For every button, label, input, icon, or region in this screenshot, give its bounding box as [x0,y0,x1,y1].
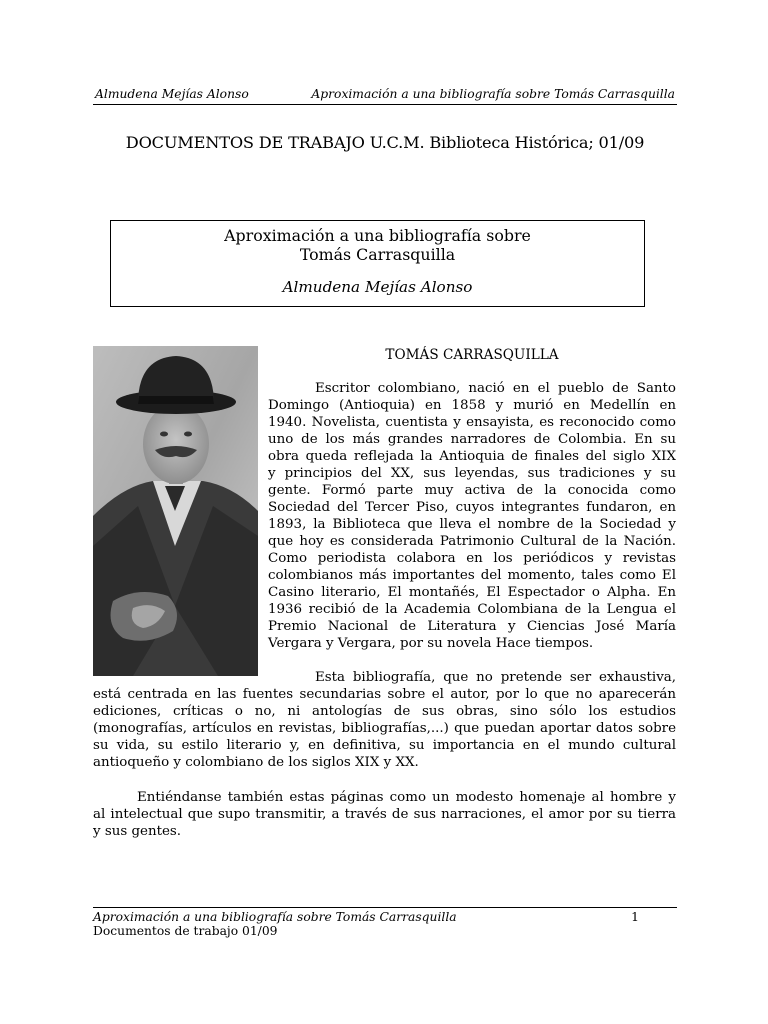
body-line: Premio Nacional de Literatura y Ciencias José María [268,619,676,634]
body-line: Esta bibliografía, que no pretende ser exhaustiva, [315,670,676,685]
body-line: Casino literario, El montañés, El Espectador o Alpha. En [268,585,676,600]
running-header [93,86,677,105]
footer-series: Documentos de trabajo 01/09 [93,924,278,938]
header-title: Aproximación a una bibliografía sobre Tomás Carrasquilla [311,87,675,101]
title-box [110,220,645,307]
body-line: y principios del XX, sus leyendas, sus tradiciones y su [268,466,676,481]
body-line: está centrada en las fuentes secundarias sobre el autor, por lo que no aparecerán [93,687,676,702]
body-line: (monografías, artículos en revistas, bibliografías,...) que puedan aportar datos sobre [93,721,676,736]
body-line: 1936 recibió de la Academia Colombiana de la Lengua el [268,602,676,617]
body-line: y sus gentes. [93,824,182,839]
body-line: Como periodista colabora en los periódicos y revistas [268,551,676,566]
body-line: Vergara y Vergara, por su novela Hace tiempos. [268,636,594,651]
section-title: TOMÁS CARRASQUILLA [385,347,559,363]
body-line: 1940. Novelista, cuentista y ensayista, es reconocido como [268,415,676,430]
document-title-line1: Aproximación a una bibliografía sobre [224,226,531,245]
body-line: su vida, su estilo literario y, en definitiva, su importancia en el mundo cultural [93,738,676,753]
body-line: que hoy es considerada Patrimonio Cultural de la Nación. [268,534,676,549]
body-line: Domingo (Antioquia) en 1858 y murió en Medellín en [268,398,676,413]
author-portrait-photo [93,346,258,676]
body-line: ediciones, críticas o no, ni antologías de sus obras, sino sólo los estudios [93,704,676,719]
body-line: 1893, la Biblioteca que lleva el nombre de la Sociedad y [268,517,676,532]
page-number: 1 [631,910,639,924]
header-author: Almudena Mejías Alonso [95,87,249,101]
document-title-line2: Tomás Carrasquilla [299,245,456,264]
page-footer [93,907,677,938]
body-line: antioqueño y colombiano de los siglos XIX y XX. [93,755,419,770]
body-line: uno de los más grandes narradores de Colombia. En su [268,432,676,447]
body-line: Sociedad del Tercer Piso, cuyos integrantes fundaron, en [268,500,676,515]
body-line: al intelectual que supo transmitir, a través de sus narraciones, el amor por su tierra [93,807,676,822]
series-title: DOCUMENTOS DE TRABAJO U.C.M. Biblioteca Histórica; 01/09 [125,133,645,152]
footer-title: Aproximación a una bibliografía sobre Tomás Carrasquilla [93,910,457,924]
body-line: obra queda reflejada la Antioquia de finales del siglo XIX [268,449,676,464]
document-author: Almudena Mejías Alonso [282,278,473,296]
body-line: gente. Formó parte muy activa de la conocida como [268,483,676,498]
body-line: Escritor colombiano, nació en el pueblo de Santo [315,381,676,396]
body-line: Entiéndanse también estas páginas como un modesto homenaje al hombre y [137,790,676,805]
body-line: colombianos más importantes del momento, tales como El [268,568,676,583]
